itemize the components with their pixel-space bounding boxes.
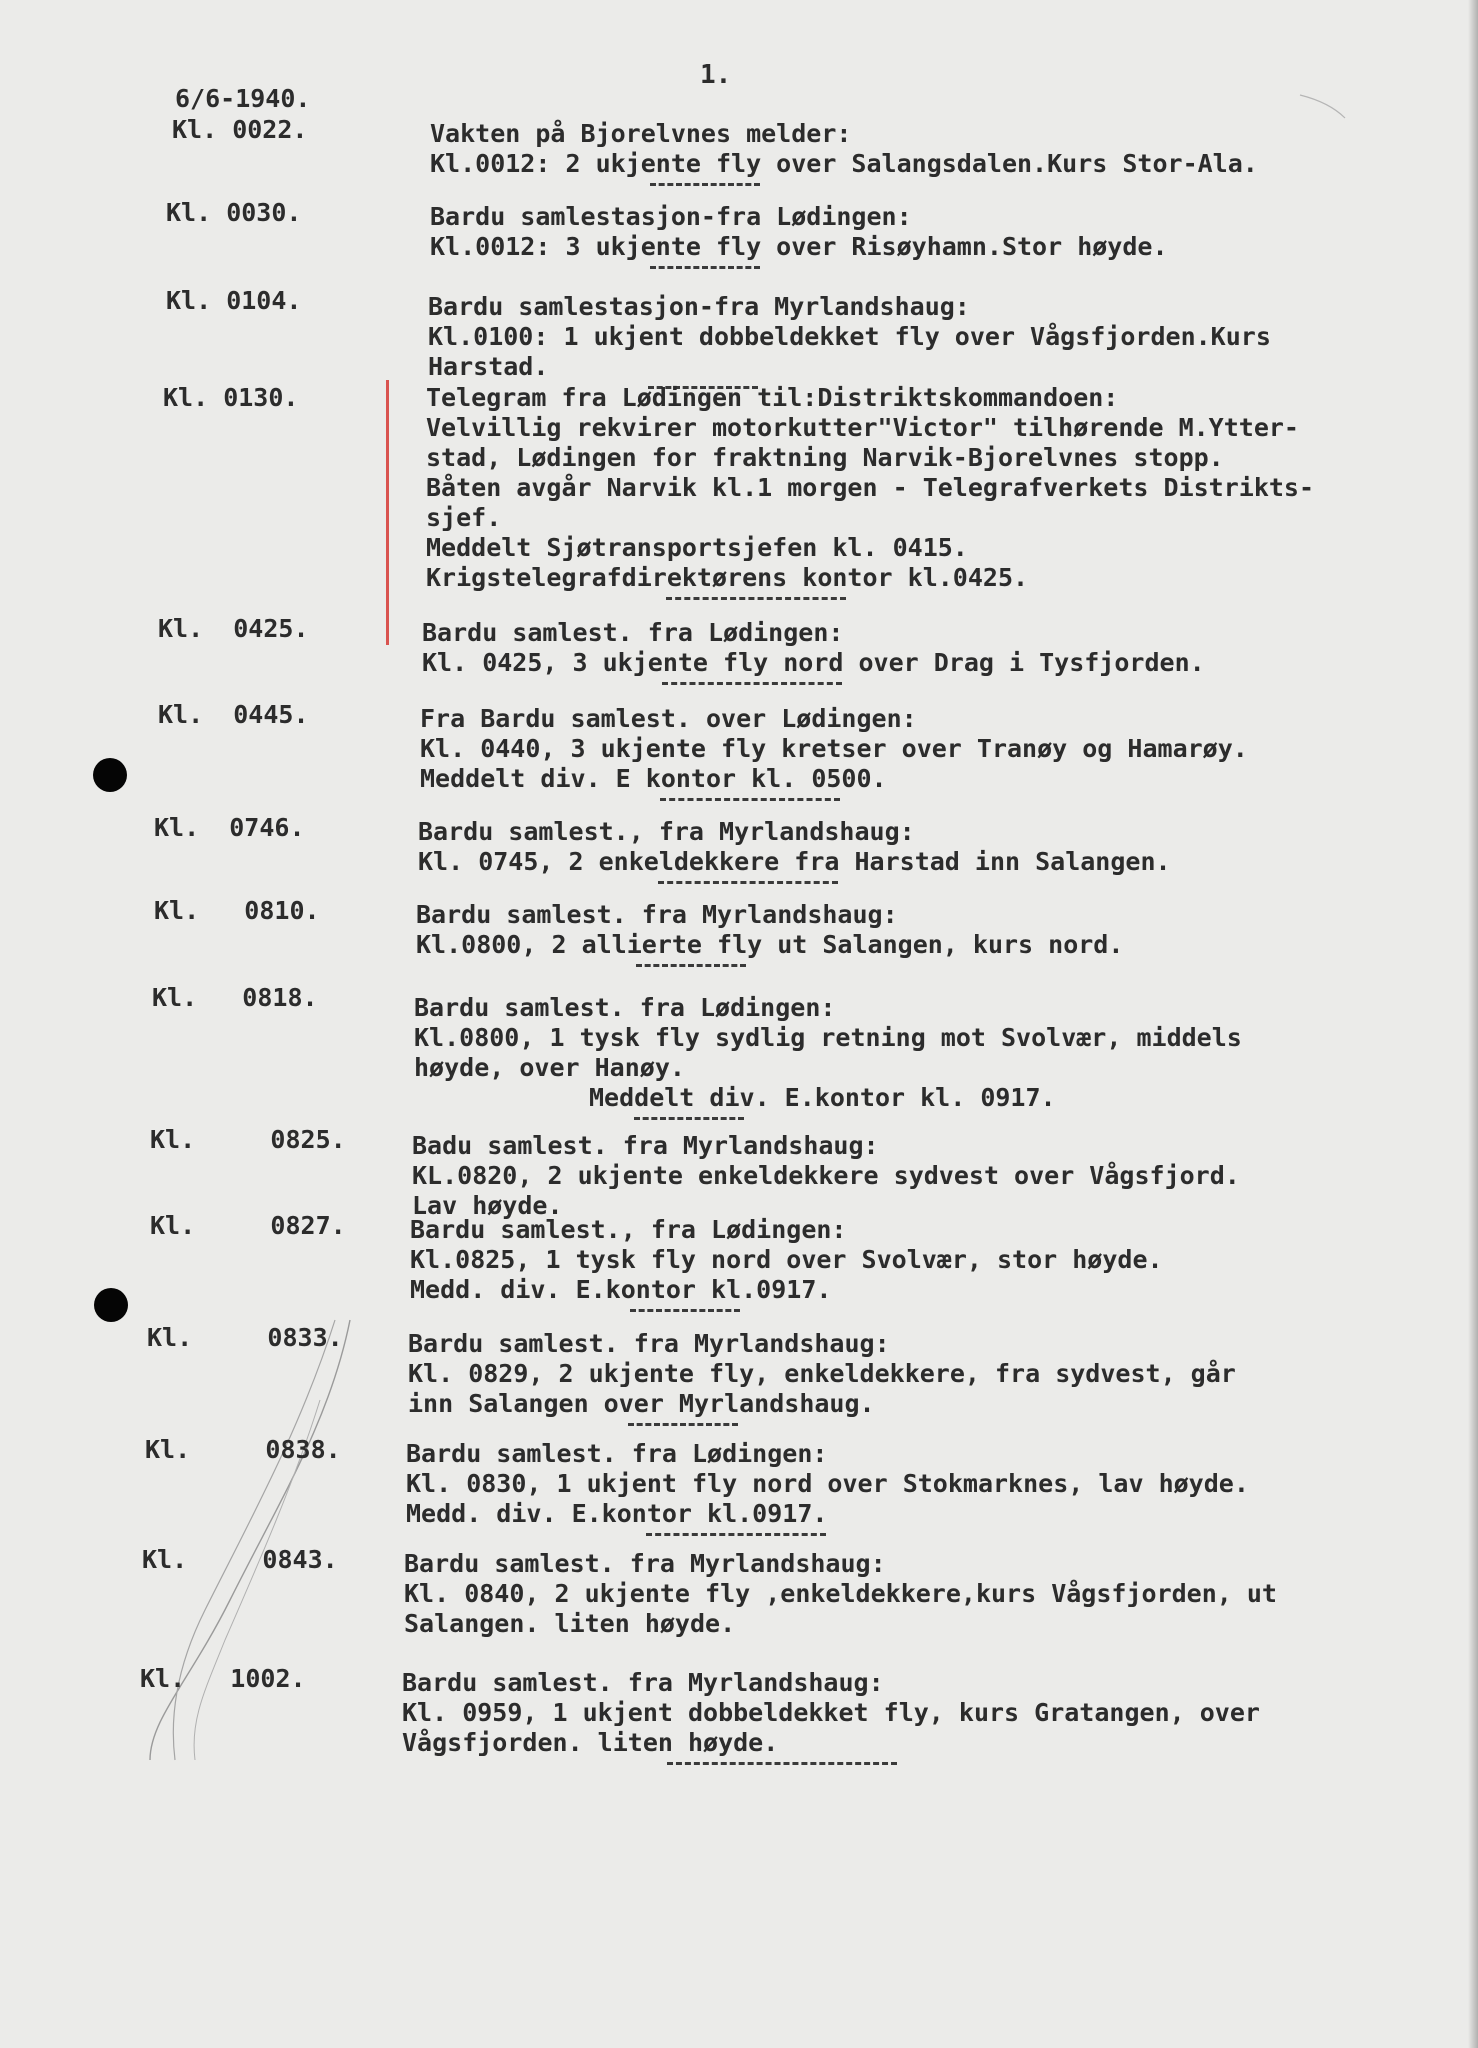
entry-time: Kl. 0104. [166, 286, 302, 315]
entry-line: Bardu samlest. fra Lødingen: [406, 1439, 828, 1468]
entry-line: Vakten på Bjorelvnes melder: [430, 119, 852, 148]
entry-line: Bardu samlestasjon-fra Myrlandshaug: [428, 292, 970, 321]
entry-line: Lav høyde. [412, 1191, 563, 1220]
entry-body [410, 1215, 1430, 1312]
entry-line: Bardu samlest. fra Myrlandshaug: [408, 1329, 890, 1358]
entry-line: Krigstelegrafdirektørens kontor kl.0425. [426, 563, 1029, 592]
entry-line: Bardu samlest. fra Myrlandshaug: [404, 1549, 886, 1578]
entry-line: Badu samlest. fra Myrlandshaug: [412, 1131, 879, 1160]
entry-line: Bardu samlestasjon-fra Lødingen: [430, 202, 912, 231]
entry-line: Kl.0800, 1 tysk fly sydlig retning mot Svolvær, middels [414, 1023, 1242, 1052]
entry-time: Kl. 0827. [150, 1211, 346, 1240]
entry-line: KL.0820, 2 ukjente enkeldekkere sydvest over Vågsfjord. [412, 1161, 1240, 1190]
entry-line: Kl.0800, 2 allierte fly ut Salangen, kurs nord. [416, 930, 1124, 959]
entry-line: Kl. 0829, 2 ukjente fly, enkeldekkere, fra sydvest, går [408, 1359, 1236, 1388]
entry-line: Kl.0012: 2 ukjente fly over Salangsdalen.Kurs Stor-Ala. [430, 149, 1258, 178]
separator-line [662, 682, 842, 685]
entry-body [408, 1329, 1428, 1426]
entry-time: Kl. 0030. [166, 198, 302, 227]
entry-time: Kl. 0130. [163, 383, 299, 412]
entry-line: inn Salangen over Myrlandshaug. [408, 1389, 875, 1418]
entry-line: Båten avgår Narvik kl.1 morgen - Telegrafverkets Distrikts- [426, 473, 1315, 502]
entry-line: Meddelt div. E kontor kl. 0500. [420, 764, 887, 793]
separator-line [650, 266, 760, 269]
entry-body [428, 292, 1448, 389]
entry-line: stad, Lødingen for fraktning Narvik-Bjorelvnes stopp. [426, 443, 1224, 472]
separator-line [628, 1423, 738, 1426]
separator-line [634, 1117, 744, 1120]
document-date: 6/6-1940. [175, 84, 311, 113]
separator-line [646, 1533, 826, 1536]
separator-line [650, 183, 760, 186]
entry-time: Kl. 1002. [140, 1664, 306, 1693]
entry-line: Kl. 0959, 1 ukjent dobbeldekket fly, kurs Gratangen, over [402, 1698, 1260, 1727]
entry-line: Meddelt Sjøtransportsjefen kl. 0415. [426, 533, 968, 562]
entry-body [430, 119, 1450, 186]
entry-time: Kl. 0445. [158, 700, 309, 729]
entry-time: Kl. 0022. [172, 115, 308, 144]
entry-body [416, 900, 1436, 967]
entry-body [412, 1131, 1432, 1221]
entry-body [422, 618, 1442, 685]
entry-line: Bardu samlest., fra Myrlandshaug: [418, 817, 915, 846]
entry-line: Medd. div. E.kontor kl.0917. [406, 1499, 828, 1528]
entry-line: sjef. [426, 503, 502, 532]
separator-line [636, 964, 746, 967]
entry-line: Bardu samlest., fra Lødingen: [410, 1215, 847, 1244]
entry-line: høyde, over Hanøy. [414, 1053, 685, 1082]
entry-body [420, 704, 1440, 801]
entry-time: Kl. 0838. [145, 1435, 341, 1464]
entry-body [406, 1439, 1426, 1536]
entry-time: Kl. 0746. [154, 813, 305, 842]
entry-line: Bardu samlest. fra Myrlandshaug: [402, 1668, 884, 1697]
entry-line: Kl.0012: 3 ukjente fly over Risøyhamn.Stor høyde. [430, 232, 1168, 261]
entry-time: Kl. 0818. [152, 983, 318, 1012]
entry-line: Harstad. [428, 352, 549, 381]
entry-line: Kl. 0440, 3 ukjente fly kretser over Tranøy og Hamarøy. [420, 734, 1248, 763]
entry-time: Kl. 0843. [142, 1545, 338, 1574]
entry-line: Bardu samlest. fra Myrlandshaug: [416, 900, 898, 929]
entry-body [402, 1668, 1422, 1765]
entry-line: Kl.0825, 1 tysk fly nord over Svolvær, stor høyde. [410, 1245, 1163, 1274]
entry-time: Kl. 0810. [154, 896, 320, 925]
entry-body [404, 1549, 1424, 1639]
separator-line [660, 798, 840, 801]
entry-time: Kl. 0825. [150, 1125, 346, 1154]
entry-line: Medd. div. E.kontor kl.0917. [410, 1275, 832, 1304]
entry-body [426, 383, 1446, 600]
entry-line: Velvillig rekvirer motorkutter"Victor" tilhørende M.Ytter- [426, 413, 1299, 442]
entry-line: Salangen. liten høyde. [404, 1609, 736, 1638]
entry-body [418, 817, 1438, 884]
entry-line: Kl.0100: 1 ukjent dobbeldekket fly over Vågsfjorden.Kurs [428, 322, 1271, 351]
separator-line [630, 1309, 740, 1312]
entry-line: Bardu samlest. fra Lødingen: [422, 618, 844, 647]
separator-line [667, 1762, 897, 1765]
entry-line: Meddelt div. E.kontor kl. 0917. [589, 1083, 1056, 1112]
separator-line [666, 597, 846, 600]
entry-body [430, 202, 1450, 269]
page-number: 1. [700, 60, 732, 90]
entry-time: Kl. 0425. [158, 614, 309, 643]
entry-line: Kl. 0840, 2 ukjente fly ,enkeldekkere,kurs Vågsfjorden, ut [404, 1579, 1277, 1608]
separator-line [658, 881, 838, 884]
entry-line: Bardu samlest. fra Lødingen: [414, 993, 836, 1022]
entry-line: Kl. 0425, 3 ukjente fly nord over Drag i Tysfjorden. [422, 648, 1205, 677]
entry-line: Kl. 0745, 2 enkeldekkere fra Harstad inn Salangen. [418, 847, 1171, 876]
entry-line: Fra Bardu samlest. over Lødingen: [420, 704, 917, 733]
entry-line: Telegram fra Lødingen til:Distriktskommandoen: [426, 383, 1119, 412]
entry-line: Kl. 0830, 1 ukjent fly nord over Stokmarknes, lav høyde. [406, 1469, 1249, 1498]
entry-body [414, 993, 1434, 1120]
entry-time: Kl. 0833. [147, 1323, 343, 1352]
entry-line: Vågsfjorden. liten høyde. [402, 1728, 779, 1757]
